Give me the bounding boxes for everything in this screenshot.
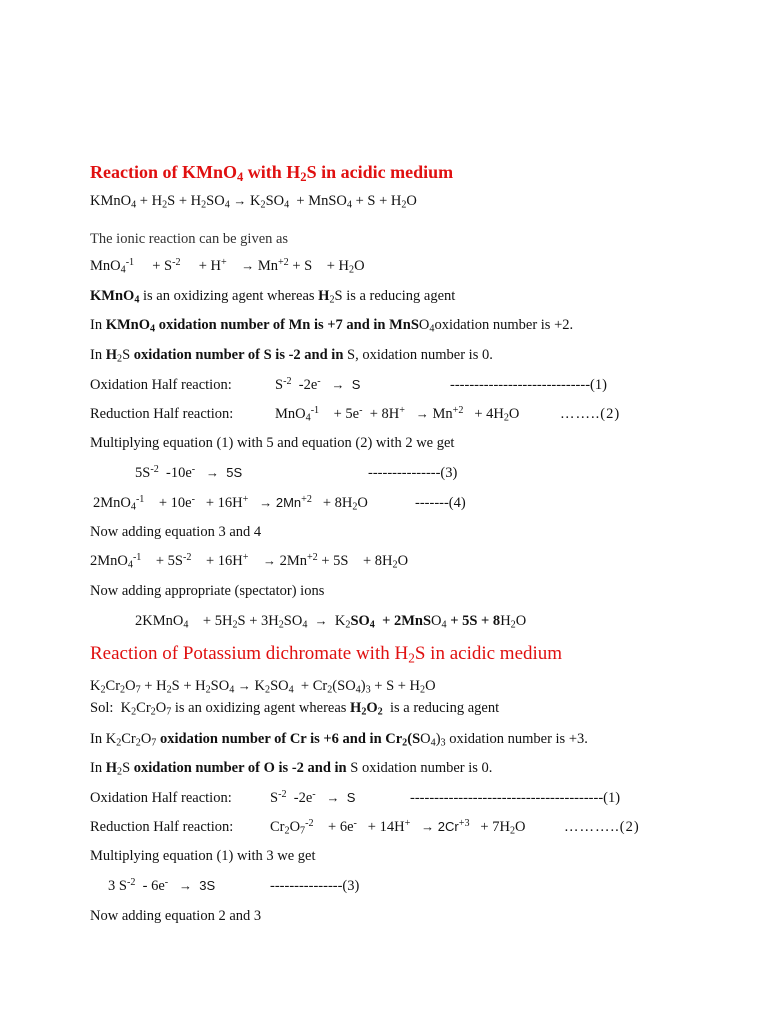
reduction-half-ref: ………..(2) <box>564 819 640 835</box>
eq3-expression: 3 $S^{-2} - 6e^-$ → 3S <box>108 876 216 894</box>
section1-sum-equation: 2MnO$_4^{-1}$ + $5S^{-2}$ + 16H+ → $2Mn^{+2} + 5S$ + $8H_2O$ <box>90 551 409 571</box>
section1-eq4 <box>90 494 730 514</box>
section1-ionic-equation: MnO$_4^{-1}$ + $S^{-2}$ + H+ → $Mn^{+2} + S$ + $H_2O$ <box>90 256 365 276</box>
section2-reduction-half-reaction <box>90 818 730 838</box>
section2-adding-statement: Now adding equation 2 and 3 <box>90 908 262 924</box>
reduction-half-label: Reduction Half reaction: <box>90 406 234 422</box>
section2-heading: Reaction of Potassium dichromate with $H_2S$ in acidic medium <box>90 643 563 666</box>
oxidation-half-ref: -----------------------------(1) <box>450 377 607 393</box>
section2-eq3 <box>90 877 730 897</box>
reduction-half-ref: ……..(2) <box>560 406 621 422</box>
section1-overall-equation: KMnO$_4$ + $H_2S + H_2SO_4 \to K_2SO_4$ + MnSO$_4$ + $S + H_2O$ <box>90 193 417 211</box>
section1-oxidation-number-s: In $H_2S$ oxidation number of S is -2 and in S, oxidation number is 0. <box>90 347 493 365</box>
eq3-expression: $5S^{-2}$ -10e- → 5S <box>135 463 243 481</box>
eq4-expression: 2MnO$_4^{-1}$ + 10e- + 16H+ → $2Mn^{+2} + 8H_2O$ <box>93 493 368 513</box>
section1-spectator-statement: Now adding appropriate (spectator) ions <box>90 583 325 599</box>
section2-oxidation-number-o: In $H_2S$ oxidation number of O is -2 and in S oxidation number is 0. <box>90 760 493 778</box>
section1-oxidation-half-reaction <box>90 376 730 396</box>
section2-oxidation-half-reaction <box>90 789 730 809</box>
section2-multiply-statement: Multiplying equation (1) with 3 we get <box>90 848 316 864</box>
oxidation-half-label: Oxidation Half reaction: <box>90 790 232 806</box>
oxidation-half-ref: ----------------------------------------(1) <box>410 790 621 806</box>
oxidation-half-label: Oxidation Half reaction: <box>90 377 232 393</box>
eq3-ref: ---------------(3) <box>270 878 360 894</box>
reduction-half-label: Reduction Half reaction: <box>90 819 234 835</box>
oxidation-half-equation: $S^{-2}$ -2e- → S <box>270 788 356 806</box>
oxidation-half-equation: $S^{-2}$ -2e- → S <box>275 375 361 393</box>
section1-oxidation-number-mn: In KMnO$_4$ oxidation number of Mn is +7 and in MnSO$_4$oxidation number is +2. <box>90 317 574 335</box>
section1-heading: Reaction of KMnO$_4$ with $H_2S$ in acidic medium <box>90 162 454 185</box>
section1-agents-statement: KMnO$_4$ is an oxidizing agent whereas $H_2S$ is a reducing agent <box>90 288 456 306</box>
section2-overall-equation: $K_2Cr_2O_7 + H_2S + H_2SO_4 \to K_2SO_4 + Cr_2(SO_4)_3 + S + H_2O$ <box>90 678 436 696</box>
section1-adding-statement: Now adding equation 3 and 4 <box>90 524 262 540</box>
section2-sol-statement: Sol: $K_2Cr_2O_7$ is an oxidizing agent whereas $H_2O_2$ is a reducing agent <box>90 700 500 718</box>
reduction-half-equation: MnO$_4^{-1}$ + 5e- + 8H+ → $Mn^{+2} + 4H_2O$ <box>275 404 520 424</box>
section1-reduction-half-reaction <box>90 405 730 425</box>
eq3-ref: ---------------(3) <box>368 465 458 481</box>
section1-final-equation: 2KMnO$_4$ + $5H_2S + 3H_2SO_4 \to K_2SO_4$ + 2MnSO$_4$ + $5S + 8H_2O$ <box>135 613 527 631</box>
reduction-half-equation: $Cr_2O_7^{-2}$ + 6e- + 14H+ → $2Cr^{+3} + 7H_2O$ <box>270 817 526 837</box>
section1-eq3 <box>90 464 730 484</box>
section2-oxidation-number-cr: In $K_2Cr_2O_7$ oxidation number of Cr is +6 and in $Cr_2(SO_4)_3$ oxidation number is +3. <box>90 731 588 749</box>
eq4-ref: -------(4) <box>415 495 466 511</box>
section1-multiply-statement: Multiplying equation (1) with 5 and equation (2) with 2 we get <box>90 435 455 451</box>
section1-ionic-intro: The ionic reaction can be given as <box>90 231 289 247</box>
